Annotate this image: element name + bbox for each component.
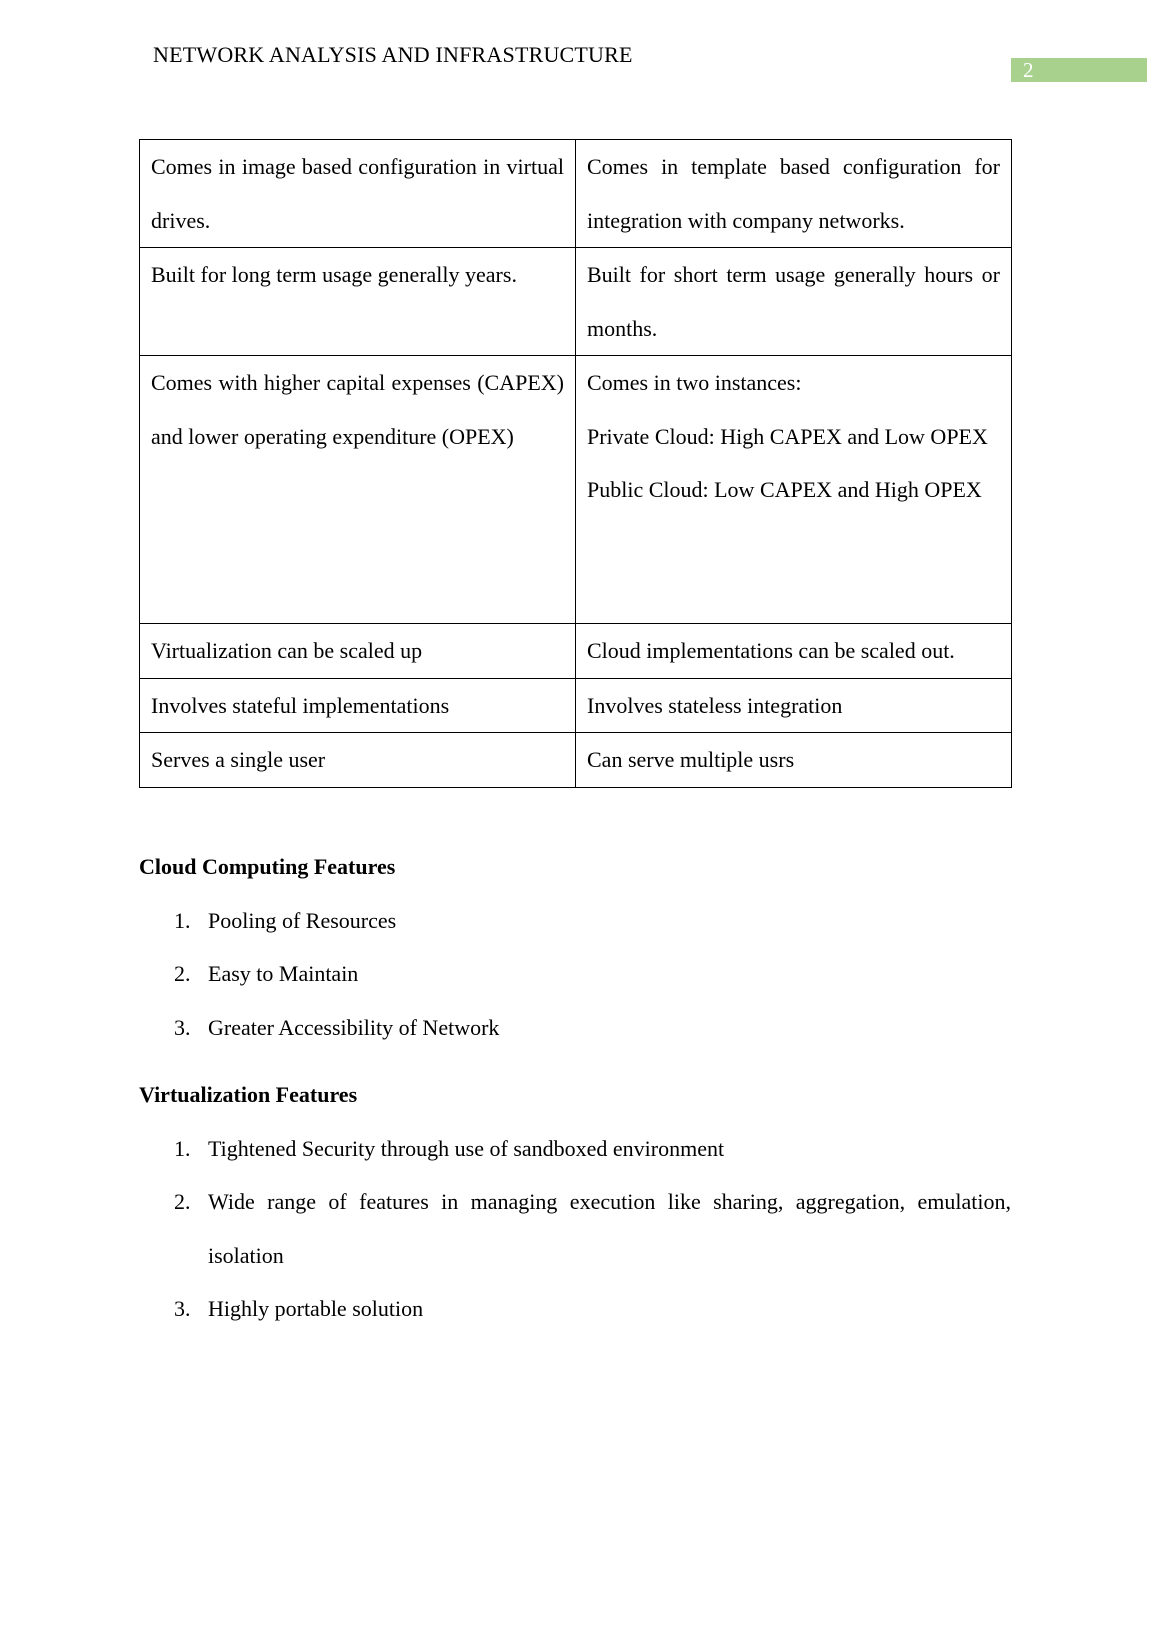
cell-text: Private Cloud: High CAPEX and Low OPEX — [587, 423, 988, 449]
cell-text: Comes in image based configuration in virtual drives. — [151, 154, 564, 233]
cloud-features-heading: Cloud Computing Features — [139, 854, 396, 879]
cell-text: Virtualization can be scaled up — [151, 638, 423, 663]
list-number: 3. — [174, 1014, 191, 1040]
cell-text: Cloud implementations can be scaled out. — [587, 638, 955, 663]
list-number: 3. — [174, 1296, 191, 1321]
list-item-text: Easy to Maintain — [208, 961, 359, 986]
list-item — [139, 1282, 1011, 1336]
cell-text: Built for short term usage generally hours or months. — [587, 262, 1000, 341]
list-item-text: Wide range of features in managing execution like sharing, aggregation, emulation, isolation — [208, 1189, 1011, 1268]
list-number: 2. — [174, 1189, 191, 1214]
list-item-text: Highly portable solution — [208, 1296, 424, 1321]
list-item-text: Tightened Security through use of sandboxed environment — [208, 1135, 725, 1161]
table-cell-cloud — [576, 140, 1012, 248]
cloud-features-section — [139, 840, 1011, 1054]
page-number: 2 — [1011, 58, 1147, 82]
table-cell-cloud — [576, 248, 1012, 356]
cell-text: Comes in two instances: — [587, 370, 802, 395]
table-cell-virtualization — [140, 624, 576, 679]
list-number: 1. — [174, 1135, 191, 1161]
table-cell-cloud — [576, 624, 1012, 679]
list-item — [139, 894, 1011, 948]
table-cell-virtualization — [140, 678, 576, 733]
table-row — [140, 248, 1012, 356]
list-item-text: Pooling of Resources — [208, 907, 397, 933]
cell-text: Involves stateful implementations — [151, 692, 450, 718]
cell-text: Comes in template based configuration for integration with company networks. — [587, 154, 1000, 233]
table-cell-cloud — [576, 733, 1012, 788]
table-cell-virtualization — [140, 356, 576, 624]
table-row — [140, 733, 1012, 788]
header-title: NETWORK ANALYSIS AND INFRASTRUCTURE — [153, 42, 633, 67]
cell-text: Public Cloud: Low CAPEX and High OPEX — [587, 477, 982, 502]
cell-text: Comes with higher capital expenses (CAPEX) and lower operating expenditure (OPEX) — [151, 370, 564, 449]
virtualization-features-section — [139, 1068, 1011, 1336]
virtualization-features-list — [139, 1122, 1011, 1336]
cell-text: Can serve multiple usrs — [587, 747, 795, 772]
table-cell-virtualization — [140, 140, 576, 248]
comparison-table — [139, 139, 1012, 788]
list-item — [139, 947, 1011, 1001]
list-number: 2. — [174, 961, 191, 986]
table-cell-cloud — [576, 356, 1012, 624]
virtualization-features-heading: Virtualization Features — [139, 1082, 358, 1107]
table-cell-cloud — [576, 678, 1012, 733]
cloud-features-list — [139, 894, 1011, 1055]
table-cell-virtualization — [140, 733, 576, 788]
table-row — [140, 678, 1012, 733]
table-row — [140, 356, 1012, 624]
cell-text: Built for long term usage generally years. — [151, 262, 517, 287]
list-item — [139, 1001, 1011, 1055]
cell-text: Serves a single user — [151, 747, 326, 772]
list-item — [139, 1122, 1011, 1176]
list-item — [139, 1175, 1011, 1282]
cell-text: Involves stateless integration — [587, 692, 843, 718]
table-row — [140, 140, 1012, 248]
table-cell-virtualization — [140, 248, 576, 356]
list-number: 1. — [174, 907, 191, 933]
list-item-text: Greater Accessibility of Network — [208, 1014, 500, 1040]
table-row — [140, 624, 1012, 679]
